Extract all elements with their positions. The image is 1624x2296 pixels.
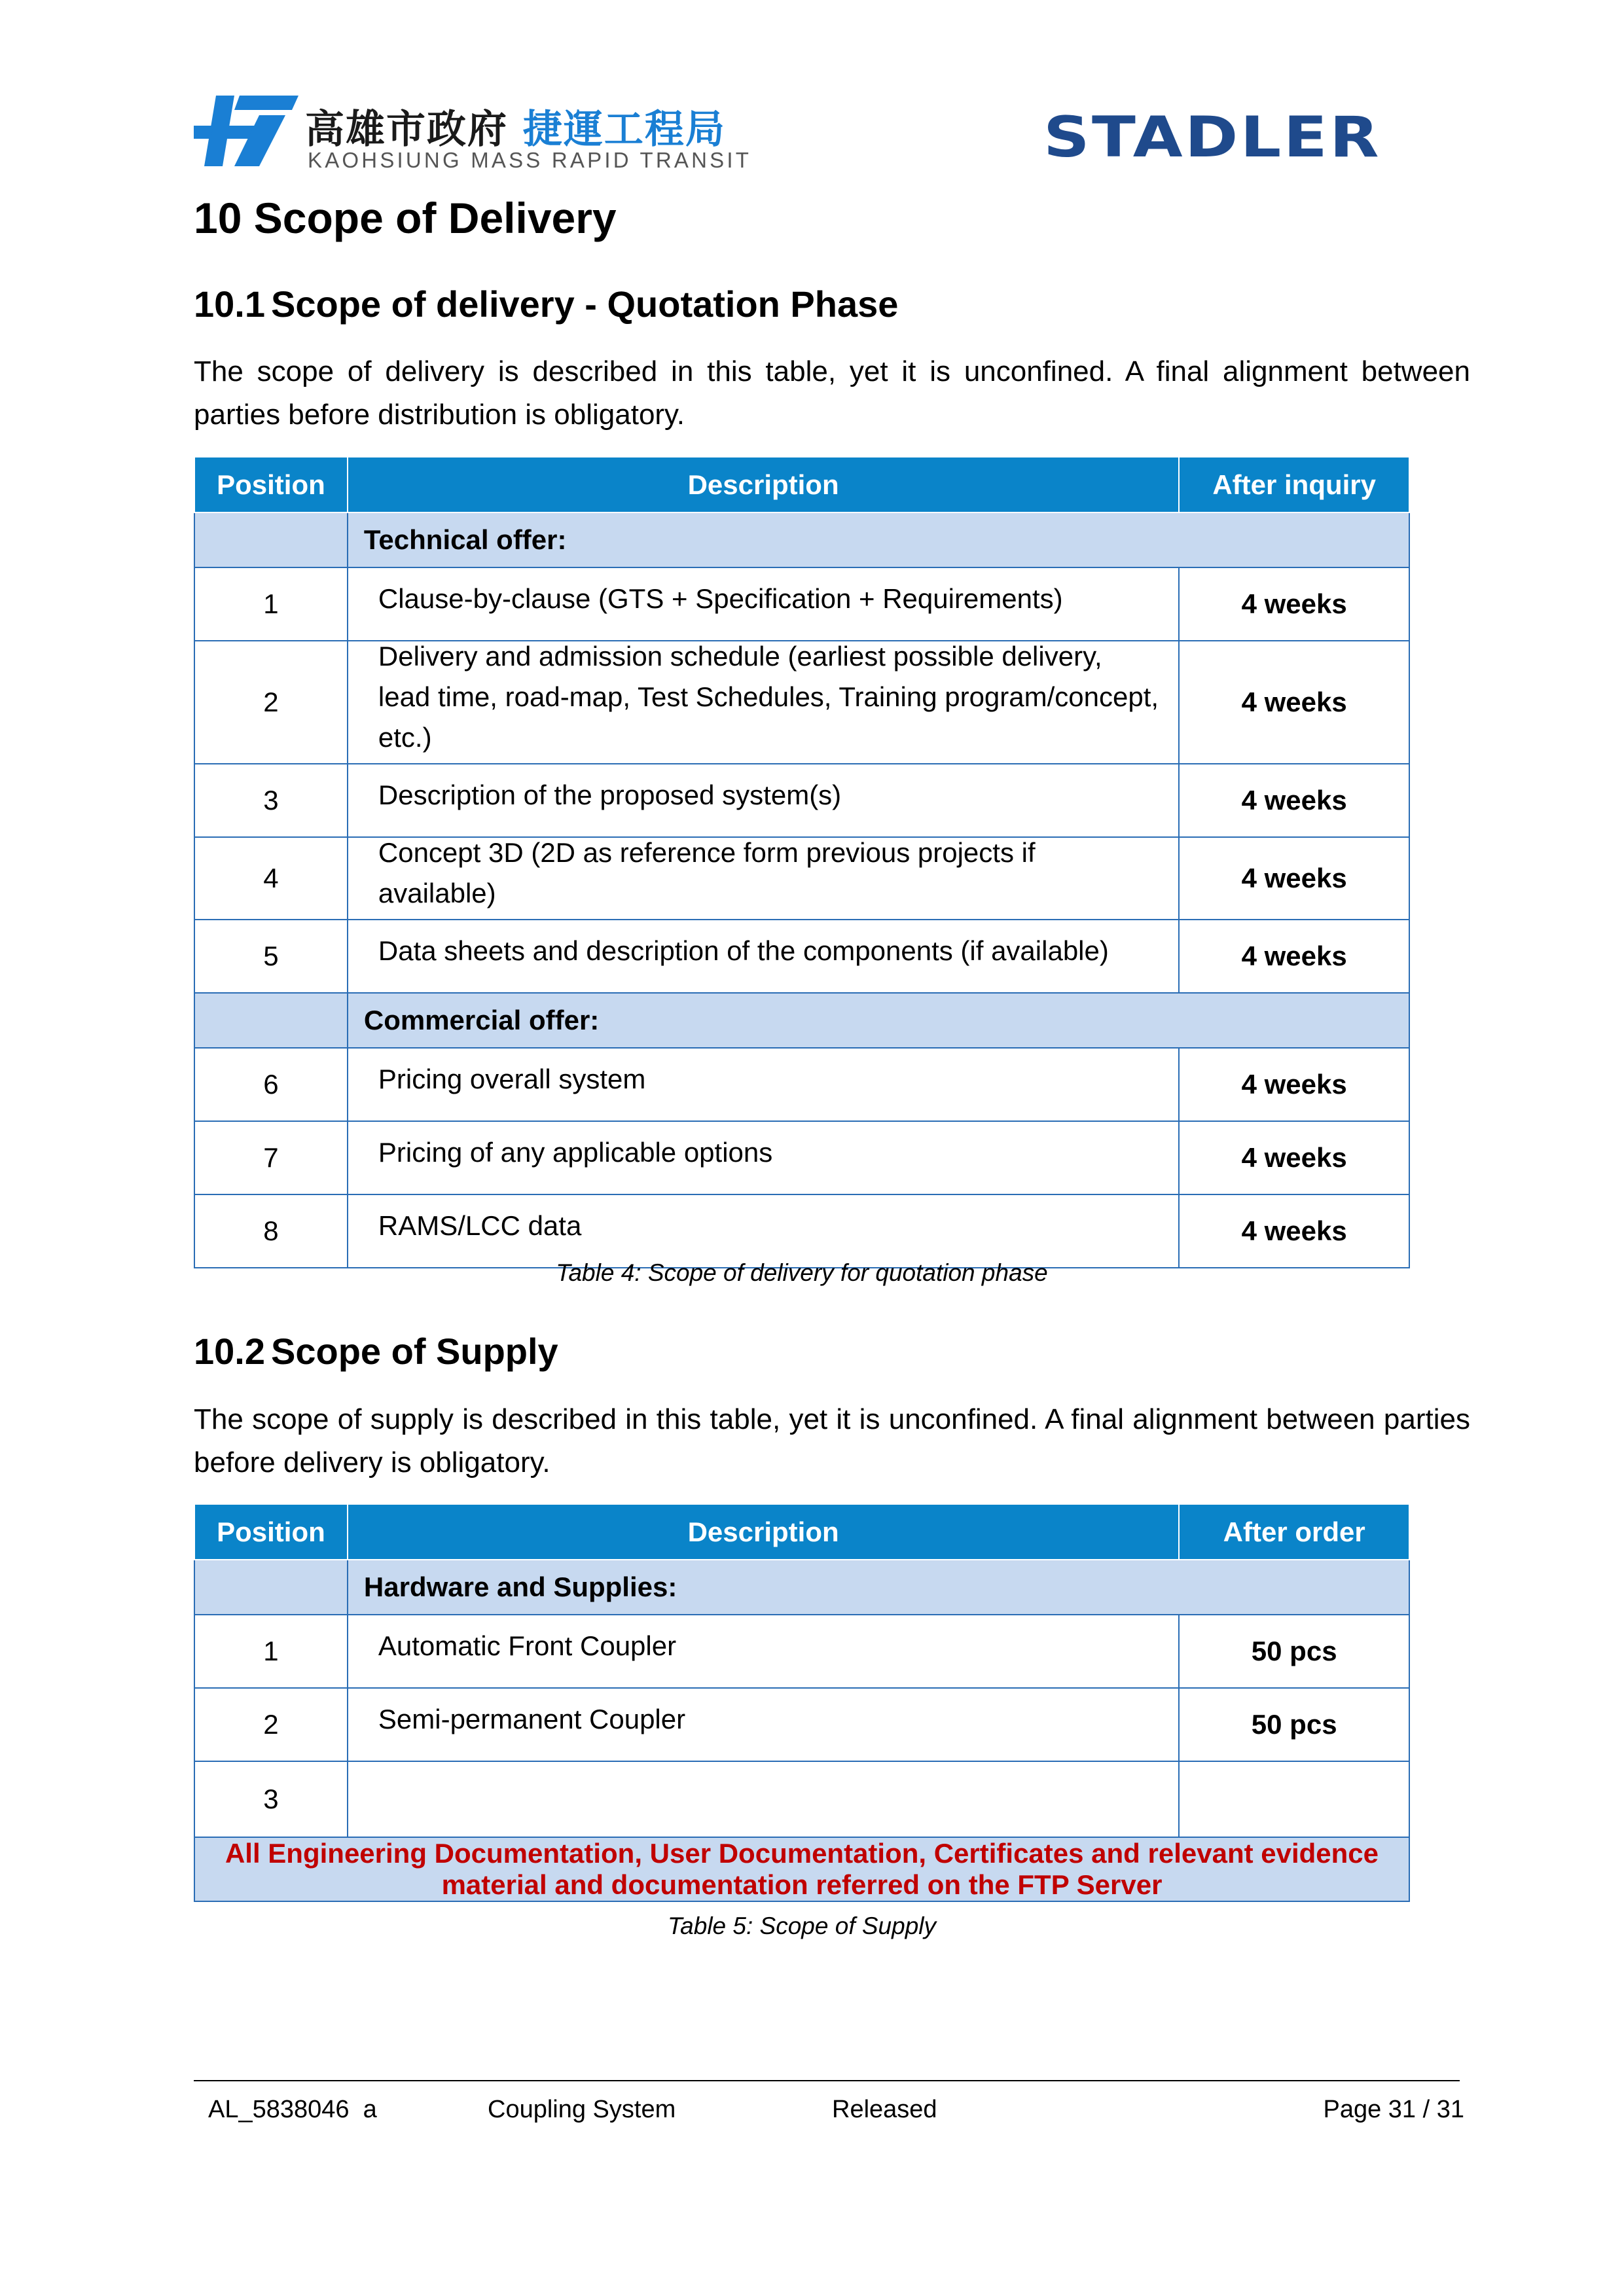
- footer-divider: [194, 2080, 1460, 2081]
- supply-intro-paragraph: The scope of supply is described in this table, yet it is unconfined. A final alignment between parties before delivery is obligatory.: [194, 1403, 1470, 1479]
- row-position: 4: [194, 837, 348, 920]
- row-value: 50 pcs: [1179, 1615, 1409, 1688]
- stadler-logo: STADLER: [1043, 105, 1382, 170]
- section-title: 10 Scope of Delivery: [194, 194, 617, 242]
- table-row: [194, 1688, 1409, 1761]
- row-description: Concept 3D (2D as reference form previous projects if available): [348, 837, 1179, 920]
- header-position: Position: [194, 1504, 348, 1560]
- subsection-title-supply: [194, 1330, 558, 1372]
- header-description: Description: [348, 1504, 1179, 1560]
- row-position: 1: [194, 567, 348, 641]
- quotation-intro-paragraph: The scope of delivery is described in this table, yet it is unconfined. A final alignment between parties before distribution is obligatory.: [194, 355, 1470, 431]
- table-row: [194, 764, 1409, 837]
- header-after-inquiry: After inquiry: [1179, 457, 1409, 512]
- subsection-number: 10.2: [194, 1331, 265, 1372]
- row-value: 4 weeks: [1179, 567, 1409, 641]
- row-description: Description of the proposed system(s): [348, 764, 1179, 837]
- table-row: [194, 920, 1409, 993]
- table-row: [194, 1048, 1409, 1121]
- header-after-order: After order: [1179, 1504, 1409, 1560]
- row-value: 4 weeks: [1179, 764, 1409, 837]
- row-description: Data sheets and description of the components (if available): [348, 920, 1179, 993]
- note-line-2: material and documentation referred on the FTP Server: [441, 1869, 1163, 1900]
- row-position: 7: [194, 1121, 348, 1194]
- footer-page-number: Page 31 / 31: [1323, 2096, 1464, 2123]
- row-value: 4 weeks: [1179, 1194, 1409, 1268]
- table-caption-quotation: Table 4: Scope of delivery for quotation phase: [556, 1259, 1048, 1286]
- row-position: 5: [194, 920, 348, 993]
- subsection-title-text: Scope of Supply: [271, 1331, 558, 1372]
- row-position: 3: [194, 764, 348, 837]
- documentation-note: [194, 1837, 1409, 1901]
- subsection-title-text: Scope of delivery - Quotation Phase: [271, 283, 899, 325]
- row-value: 4 weeks: [1179, 641, 1409, 764]
- row-value: 4 weeks: [1179, 837, 1409, 920]
- table-row: [194, 1761, 1409, 1837]
- table-row: [194, 1615, 1409, 1688]
- section-label-hardware: Hardware and Supplies:: [348, 1560, 1409, 1615]
- row-value: 4 weeks: [1179, 920, 1409, 993]
- row-value: 4 weeks: [1179, 1121, 1409, 1194]
- row-value: 50 pcs: [1179, 1688, 1409, 1761]
- krt-english-name: KAOHSIUNG MASS RAPID TRANSIT: [308, 148, 752, 172]
- table-row: [194, 567, 1409, 641]
- row-value: [1179, 1761, 1409, 1837]
- table-section-row: [194, 1560, 1409, 1615]
- footer-system-name: Coupling System: [488, 2096, 676, 2123]
- row-position: 6: [194, 1048, 348, 1121]
- row-position: 3: [194, 1761, 348, 1837]
- row-position: 8: [194, 1194, 348, 1268]
- table-section-row: [194, 512, 1409, 567]
- table-section-row: [194, 993, 1409, 1048]
- table-row: [194, 641, 1409, 764]
- table-header-row: [194, 1504, 1409, 1560]
- table-row: [194, 837, 1409, 920]
- row-position: 2: [194, 641, 348, 764]
- subsection-number: 10.1: [194, 283, 265, 325]
- footer-doc-id: AL_5838046 a: [208, 2096, 377, 2123]
- row-description: Pricing overall system: [348, 1048, 1179, 1121]
- krt-emblem-icon: [194, 96, 298, 166]
- table-row: [194, 1121, 1409, 1194]
- section-label-commercial: Commercial offer:: [348, 993, 1409, 1048]
- subsection-title-quotation: [194, 283, 898, 325]
- footer-status: Released: [832, 2096, 937, 2123]
- row-description: [348, 1761, 1179, 1837]
- section-label-technical: Technical offer:: [348, 512, 1409, 567]
- table-caption-supply: Table 5: Scope of Supply: [667, 1912, 937, 1939]
- row-position: 1: [194, 1615, 348, 1688]
- row-description: Automatic Front Coupler: [348, 1615, 1179, 1688]
- krt-chinese-name: 高雄市政府 捷運工程局: [305, 107, 726, 152]
- supply-table: [194, 1503, 1410, 1902]
- quotation-table: [194, 456, 1410, 1268]
- kaohsiung-mrt-logo: [194, 92, 752, 173]
- row-description: Clause-by-clause (GTS + Specification + Requirements): [348, 567, 1179, 641]
- row-value: 4 weeks: [1179, 1048, 1409, 1121]
- row-position: 2: [194, 1688, 348, 1761]
- row-description: Semi-permanent Coupler: [348, 1688, 1179, 1761]
- header-position: Position: [194, 457, 348, 512]
- row-description: RAMS/LCC data: [348, 1194, 1179, 1268]
- table-row: [194, 1194, 1409, 1268]
- header-description: Description: [348, 457, 1179, 512]
- table-header-row: [194, 457, 1409, 512]
- row-description: Delivery and admission schedule (earliest possible delivery, lead time, road-map, Test Schedules, Training program/concept, etc.): [348, 641, 1179, 764]
- table-note-row: [194, 1837, 1409, 1901]
- note-line-1: All Engineering Documentation, User Documentation, Certificates and relevant evidence: [225, 1838, 1379, 1869]
- row-description: Pricing of any applicable options: [348, 1121, 1179, 1194]
